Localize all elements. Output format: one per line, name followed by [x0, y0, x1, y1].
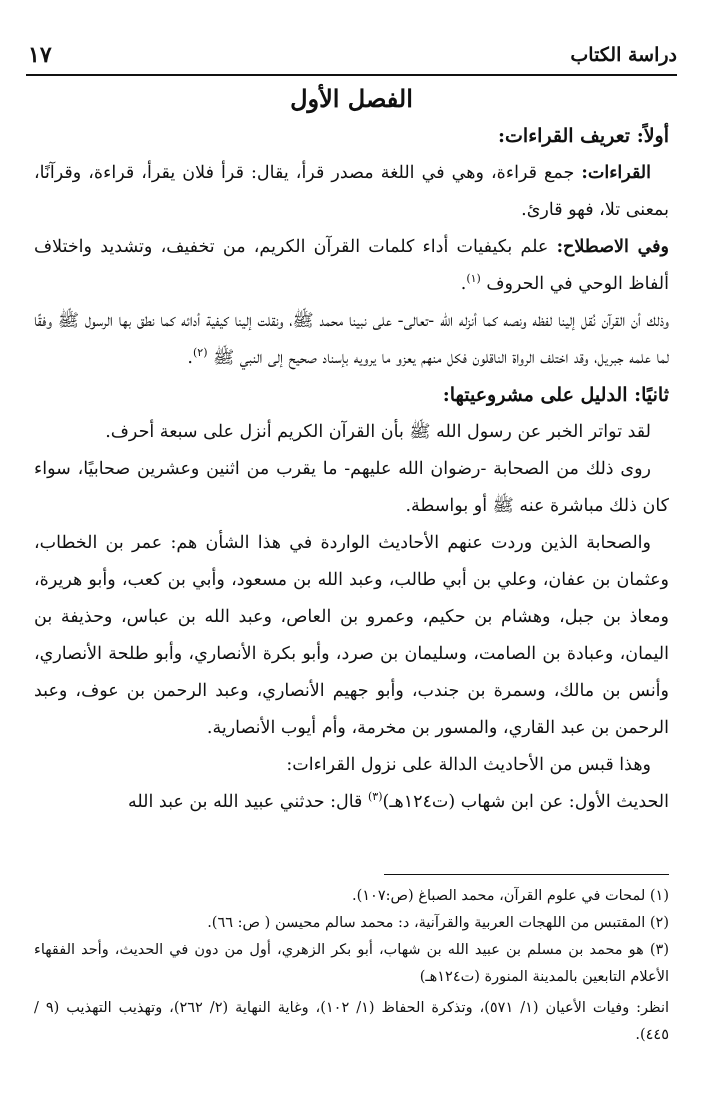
paragraph-text: الحديث الأول: عن ابن شهاب (ت١٢٤هـ): [382, 792, 669, 812]
term-label: وفي الاصطلاح:: [556, 237, 669, 257]
footnote-2: (٢) المقتبس من اللهجات العربية والقرآنية، د: محمد سالم محيسن ( ص: ٦٦).: [207, 915, 669, 931]
paragraph-text: وذلك أن القرآن نُقل إلينا لفظه ونصه كما أنزله الله -تعالى- على نبينا محمد ﷺ، ونقلت إلينا كيفية أدائه كما نطق بها الرسول ﷺ وفقًا لما علمه جبريل، وقد اختلف الرواة الناقلون فكل منهم يعزو ما يرويه بإسناد صحيح إلى النبي ﷺ: [34, 311, 669, 368]
footnote-3: (٣) هو محمد بن مسلم بن عبيد الله بن شهاب، أبو بكر الزهري، أول من دون في الحديث، وأحد الفقهاء الأعلام التابعين بالمدينة المنورة (ت١٢٤هـ): [34, 942, 669, 985]
paragraph-qiraat-term: وفي الاصطلاح: علم بكيفيات أداء كلمات القرآن الكريم، من تخفيف، وتشديد واختلاف ألفاظ الوحي في الحروف $^{(١)}$.: [34, 237, 669, 294]
footnote-separator: [384, 874, 669, 875]
footnote-ref-2[interactable]: (٢): [193, 346, 208, 360]
term-label: القراءات:: [581, 163, 651, 183]
footnote-3-sources: انظر: وفيات الأعيان (١/ ٥٧١)، وتذكرة الحفاظ (١/ ١٠٢)، وغاية النهاية (٢/ ٢٦٢)، وتهذيب التهذيب (٩ / ٤٤٥).: [34, 1000, 670, 1043]
section-heading-definition: أولاً: تعريف القراءات:: [498, 125, 669, 147]
page-header: [26, 40, 677, 74]
paragraph-first-hadith: [34, 784, 669, 821]
paragraph-text: علم بكيفيات أداء كلمات القرآن الكريم، من تخفيف، وتشديد واختلاف ألفاظ الوحي في الحروف: [34, 237, 669, 294]
paragraph-narrators: روى ذلك من الصحابة -رضوان الله عليهم- ما يقرب من اثنين وعشرين صحابيًا، سواء كان ذلك مباشرة عنه ﷺ أو بواسطة.: [34, 459, 669, 516]
chapter-title: الفصل الأول: [290, 84, 413, 113]
paragraph-text: جمع قراءة، وهي في اللغة مصدر قرأ، يقال: قرأ فلان يقرأ، قراءة، وقرآنًا، بمعنى تلا، فهو قارئ.: [34, 163, 669, 220]
paragraph-companions: والصحابة الذين وردت عنهم الأحاديث الواردة في هذا الشأن هم: عمر بن الخطاب، وعثمان بن عفان، وعلي بن أبي طالب، وعبد الله بن مسعود، وأبي بن كعب، وأبو هريرة، ومعاذ بن جبل، وهشام بن حكيم، وعمرو بن العاص، وعبد الله بن عباس، وحذيفة بن اليمان، وعبادة بن الصامت، وسليمان بن صرد، وأبو بكرة الأنصاري، وأبو طلحة الأنصاري، وأنس بن مالك، وسمرة بن جندب، وأبو جهيم الأنصاري، وعبد الرحمن بن عوف، وعبد الرحمن بن عبد القاري، والمسور بن مخرمة، وأم أيوب الأنصارية.: [34, 533, 669, 738]
paragraph-transmission: وذلك أن القرآن نُقل إلينا لفظه ونصه كما أنزله الله -تعالى- على نبينا محمد ﷺ، ونقلت إلينا كيفية أدائه كما نطق بها الرسول ﷺ وفقًا لما علمه جبريل، وقد اختلف الرواة الناقلون فكل منهم يعزو ما يرويه بإسناد صحيح إلى النبي ﷺ $^{(٢)}$.: [34, 311, 669, 368]
header-rule: [26, 74, 677, 76]
section-heading-evidence: ثانيًا: الدليل على مشروعيتها:: [442, 384, 669, 406]
paragraph-qiraat-language: [34, 155, 669, 229]
paragraph-tawatur: لقد تواتر الخبر عن رسول الله ﷺ بأن القرآن الكريم أنزل على سبعة أحرف.: [105, 422, 651, 442]
footnote-1: (١) لمحات في علوم القرآن، محمد الصباغ (ص:١٠٧).: [351, 888, 669, 904]
footnote-ref-3[interactable]: (٣): [367, 790, 383, 804]
paragraph-hadith-intro: وهذا قبس من الأحاديث الدالة على نزول القراءات:: [286, 755, 651, 775]
main-text: [34, 118, 669, 821]
footnotes: [34, 883, 669, 1049]
running-title: دراسة الكتاب: [570, 44, 677, 66]
footnote-ref-1[interactable]: (١): [466, 272, 481, 286]
page-number: ١٧: [28, 42, 52, 68]
paragraph-text-cont: قال: حدثني عبيد الله بن عبد الله: [127, 792, 368, 812]
